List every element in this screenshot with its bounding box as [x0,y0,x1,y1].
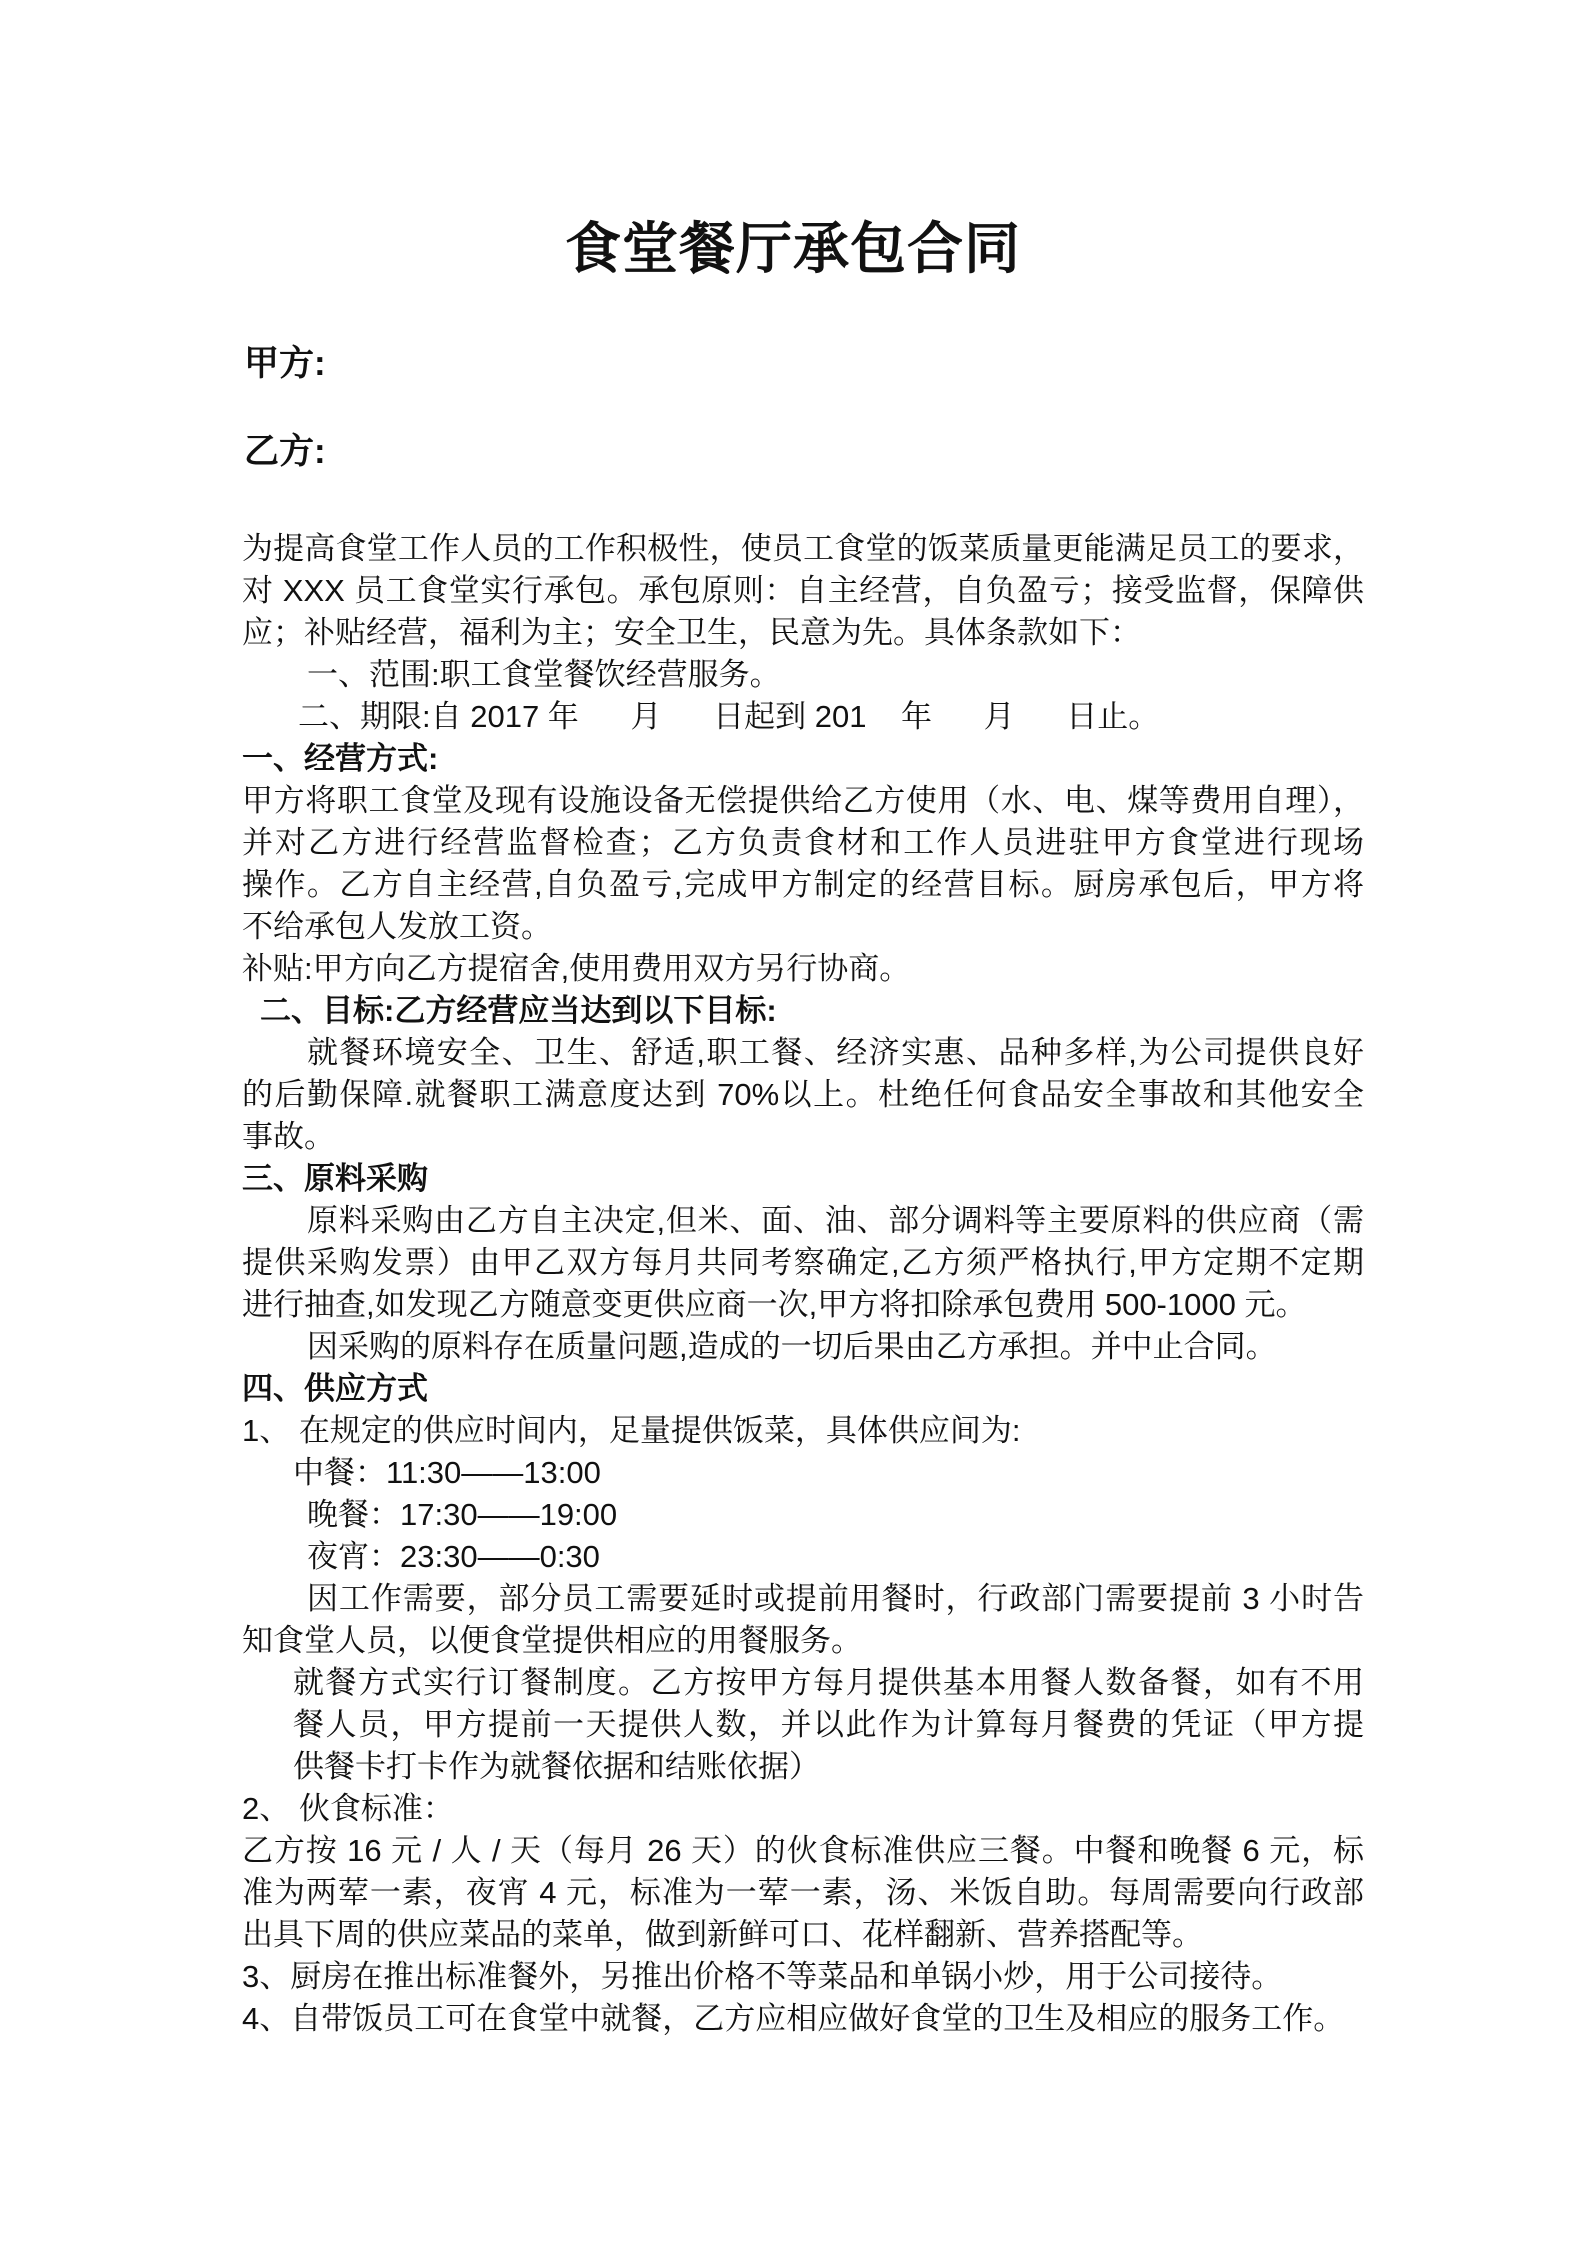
paragraph-line: 对 XXX 员工食堂实行承包。承包原则：自主经营，自负盈亏；接受监督，保障供 [242,573,1364,608]
paragraph-line: 事故。 [242,1119,335,1154]
paragraph-line: 并对乙方进行经营监督检查；乙方负责食材和工作人员进驻甲方食堂进行现场 [242,825,1364,860]
scope-clause: 一、范围:职工食堂餐饮经营服务。 [307,657,781,692]
paragraph-line: 操作。乙方自主经营,自负盈亏,完成甲方制定的经营目标。厨房承包后，甲方将 [242,867,1364,902]
term-clause: 二、期限:自 2017 年 月 日起到 201 年 月 日止。 [298,699,1160,734]
meal-time-night: 夜宵：23:30——0:30 [307,1539,600,1574]
document-title: 食堂餐厅承包合同 [565,217,1021,280]
paragraph-line: 就餐方式实行订餐制度。乙方按甲方每月提供基本用餐人数备餐，如有不用 [293,1665,1364,1700]
meal-time-dinner: 晚餐：17:30——19:00 [307,1497,618,1532]
paragraph-line: 就餐环境安全、卫生、舒适,职工餐、经济实惠、品种多样,为公司提供良好 [307,1035,1364,1070]
paragraph-line: 为提高食堂工作人员的工作积极性，使员工食堂的饭菜质量更能满足员工的要求， [242,531,1364,566]
paragraph-line: 进行抽查,如发现乙方随意变更供应商一次,甲方将扣除承包费用 500-1000 元。 [242,1287,1307,1322]
contract-body [242,528,1364,2040]
paragraph-line: 的后勤保障.就餐职工满意度达到 70%以上。杜绝任何食品安全事故和其他安全 [242,1077,1364,1112]
section-heading: 二、目标:乙方经营应当达到以下目标: [260,993,777,1028]
paragraph-line: 甲方将职工食堂及现有设施设备无偿提供给乙方使用（水、电、煤等费用自理）， [242,783,1364,818]
section-heading: 三、原料采购 [242,1161,428,1196]
paragraph-line: 补贴:甲方向乙方提宿舍,使用费用双方另行协商。 [242,951,911,986]
paragraph-line: 提供采购发票）由甲乙双方每月共同考察确定,乙方须严格执行,甲方定期不定期 [242,1245,1364,1280]
party-a-label: 甲方: [244,344,326,383]
section-heading: 四、供应方式 [242,1371,428,1406]
paragraph-line: 餐人员，甲方提前一天提供人数，并以此作为计算每月餐费的凭证（甲方提 [293,1707,1364,1742]
section-heading: 一、经营方式: [242,741,439,776]
party-b-label: 乙方: [244,432,326,471]
paragraph-line: 原料采购由乙方自主决定,但米、面、油、部分调料等主要原料的供应商（需 [307,1203,1364,1238]
list-item: 3、厨房在推出标准餐外，另推出价格不等菜品和单锅小炒，用于公司接待。 [242,1959,1283,1994]
paragraph-line: 乙方按 16 元 / 人 / 天（每月 26 天）的伙食标准供应三餐。中餐和晚餐 6 元，标 [242,1833,1364,1868]
paragraph-line: 因采购的原料存在质量问题,造成的一切后果由乙方承担。并中止合同。 [307,1329,1277,1364]
paragraph-line: 供餐卡打卡作为就餐依据和结账依据） [293,1749,820,1784]
paragraph-line: 不给承包人发放工资。 [242,909,552,944]
list-item: 2、 伙食标准： [242,1791,454,1826]
list-item: 1、 在规定的供应时间内，足量提供饭菜，具体供应间为: [242,1413,1021,1448]
paragraph-line: 准为两荤一素，夜宵 4 元，标准为一荤一素，汤、米饭自助。每周需要向行政部 [242,1875,1364,1910]
paragraph-line: 出具下周的供应菜品的菜单，做到新鲜可口、花样翻新、营养搭配等。 [242,1917,1203,1952]
paragraph-line: 因工作需要，部分员工需要延时或提前用餐时，行政部门需要提前 3 小时告 [307,1581,1364,1616]
paragraph-line: 应；补贴经营，福利为主；安全卫生，民意为先。具体条款如下： [242,615,1141,650]
paragraph-line: 知食堂人员，以便食堂提供相应的用餐服务。 [242,1623,862,1658]
list-item: 4、自带饭员工可在食堂中就餐，乙方应相应做好食堂的卫生及相应的服务工作。 [242,2001,1345,2036]
meal-time-lunch: 中餐：11:30——13:00 [293,1455,601,1490]
